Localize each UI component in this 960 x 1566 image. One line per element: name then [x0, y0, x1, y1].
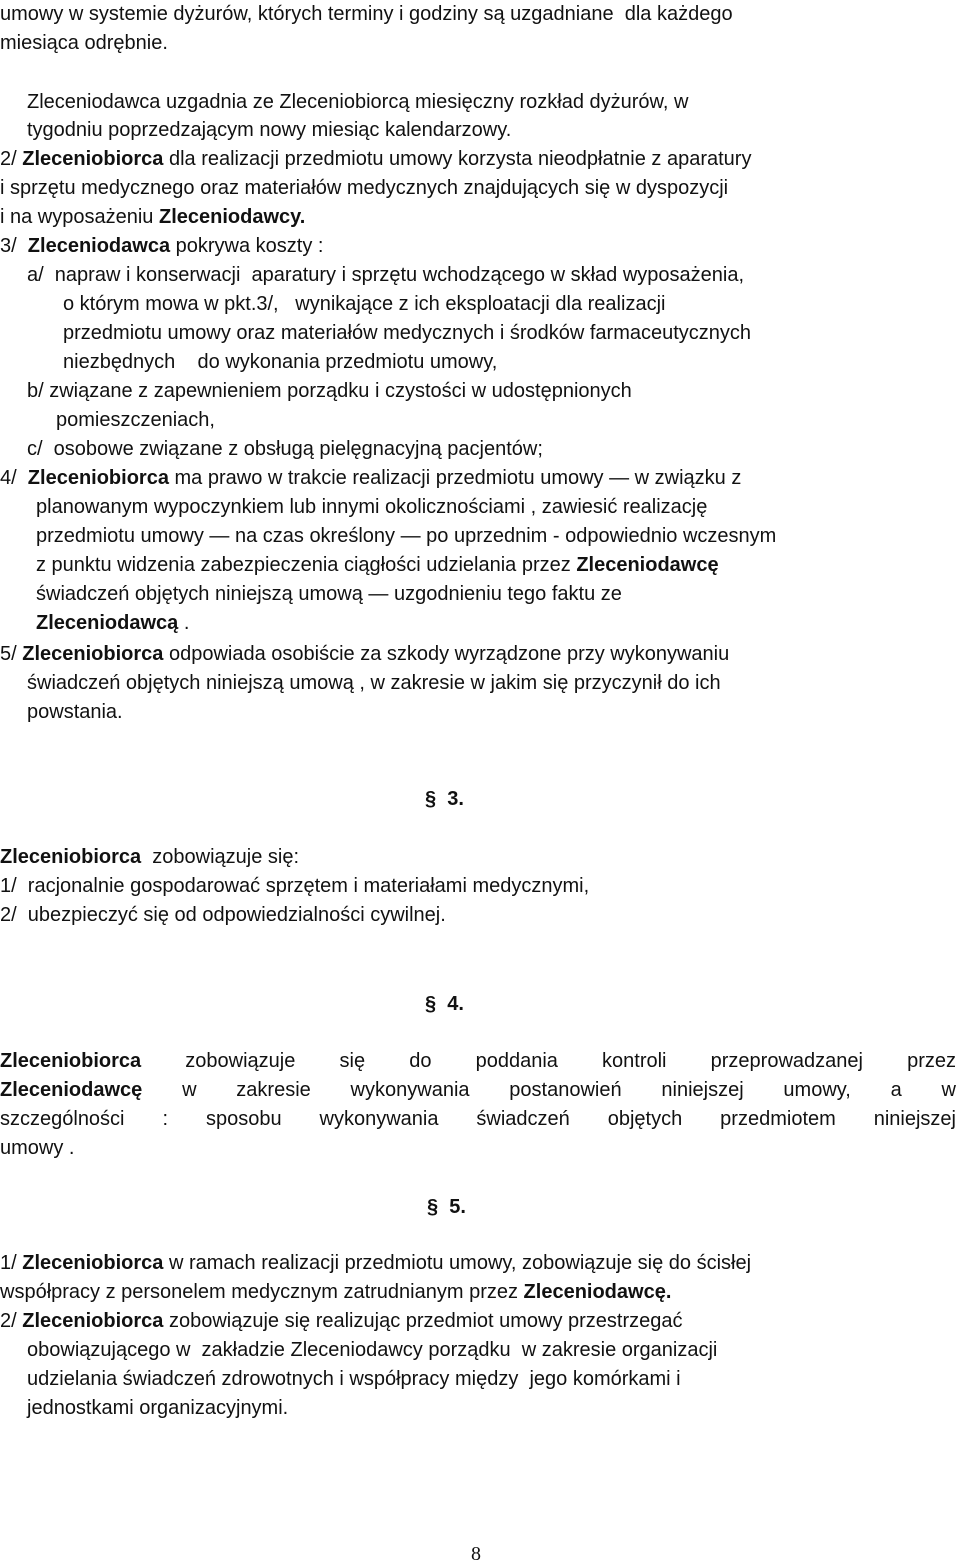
- text-line: 2/ Zleceniobiorca zobowiązuje się realizując przedmiot umowy przestrzegać: [0, 1310, 683, 1332]
- text-line: 2/ Zleceniobiorca dla realizacji przedmiotu umowy korzysta nieodpłatnie z aparatury: [0, 148, 752, 170]
- text-line: z punktu widzenia zabezpieczenia ciągłości udzielania przez Zleceniodawcę: [36, 554, 719, 576]
- text-line: niezbędnych do wykonania przedmiotu umowy,: [63, 351, 498, 373]
- text-line: obowiązującego w zakładzie Zleceniodawcy porządku w zakresie organizacji: [27, 1339, 718, 1361]
- text-line: przedmiotu umowy — na czas określony — po uprzednim - odpowiednio wczesnym: [36, 525, 777, 547]
- text-line: Zleceniodawca uzgadnia ze Zleceniobiorcą miesięczny rozkład dyżurów, w: [27, 91, 689, 113]
- text-line: b/ związane z zapewnieniem porządku i czystości w udostępnionych: [27, 380, 632, 402]
- text-line: 1/ Zleceniobiorca w ramach realizacji przedmiotu umowy, zobowiązuje się do ścisłej: [0, 1252, 752, 1274]
- text-line: udzielania świadczeń zdrowotnych i współpracy między jego komórkami i: [27, 1368, 681, 1390]
- page-number: 8: [471, 1543, 481, 1565]
- text-line: 1/ racjonalnie gospodarować sprzętem i materiałami medycznymi,: [0, 875, 590, 897]
- text-line: przedmiotu umowy oraz materiałów medycznych i środków farmaceutycznych: [63, 322, 752, 344]
- section-heading: § 4.: [425, 993, 464, 1015]
- text-line: Zleceniodawcę w zakresie wykonywania postanowień niniejszej umowy, a w: [0, 1079, 956, 1101]
- text-line: umowy w systemie dyżurów, których terminy i godziny są uzgadniane dla każdego: [0, 3, 733, 25]
- text-line: c/ osobowe związane z obsługą pielęgnacyjną pacjentów;: [27, 438, 543, 460]
- section-heading: § 3.: [425, 788, 464, 810]
- text-line: Zleceniobiorca zobowiązuje się:: [0, 846, 300, 868]
- text-line: umowy .: [0, 1137, 75, 1159]
- text-line: świadczeń objętych niniejszą umową , w zakresie w jakim się przyczynił do ich: [27, 672, 721, 694]
- text-line: współpracy z personelem medycznym zatrudnianym przez Zleceniodawcę.: [0, 1281, 672, 1303]
- text-line: a/ napraw i konserwacji aparatury i sprzętu wchodzącego w skład wyposażenia,: [27, 264, 745, 286]
- text-line: 2/ ubezpieczyć się od odpowiedzialności cywilnej.: [0, 904, 446, 926]
- text-line: szczególności : sposobu wykonywania świadczeń objętych przedmiotem niniejszej: [0, 1108, 956, 1130]
- text-line: 3/ Zleceniodawca pokrywa koszty :: [0, 235, 324, 257]
- text-line: o którym mowa w pkt.3/, wynikające z ich eksploatacji dla realizacji: [63, 293, 666, 315]
- text-line: jednostkami organizacyjnymi.: [27, 1397, 289, 1419]
- section-heading: § 5.: [427, 1196, 466, 1218]
- text-line: 5/ Zleceniobiorca odpowiada osobiście za szkody wyrządzone przy wykonywaniu: [0, 643, 730, 665]
- text-line: Zleceniobiorca zobowiązuje się do poddania kontroli przeprowadzanej przez: [0, 1050, 956, 1072]
- text-line: planowanym wypoczynkiem lub innymi okolicznościami , zawiesić realizację: [36, 496, 708, 518]
- text-line: pomieszczeniach,: [56, 409, 215, 431]
- text-line: tygodniu poprzedzającym nowy miesiąc kalendarzowy.: [27, 119, 512, 141]
- text-line: powstania.: [27, 701, 123, 723]
- text-line: miesiąca odrębnie.: [0, 32, 168, 54]
- text-line: Zleceniodawcą .: [36, 612, 190, 634]
- text-line: i na wyposażeniu Zleceniodawcy.: [0, 206, 306, 228]
- text-line: i sprzętu medycznego oraz materiałów medycznych znajdujących się w dyspozycji: [0, 177, 729, 199]
- text-line: 4/ Zleceniobiorca ma prawo w trakcie realizacji przedmiotu umowy — w związku z: [0, 467, 742, 489]
- text-line: świadczeń objętych niniejszą umową — uzgodnieniu tego faktu ze: [36, 583, 622, 605]
